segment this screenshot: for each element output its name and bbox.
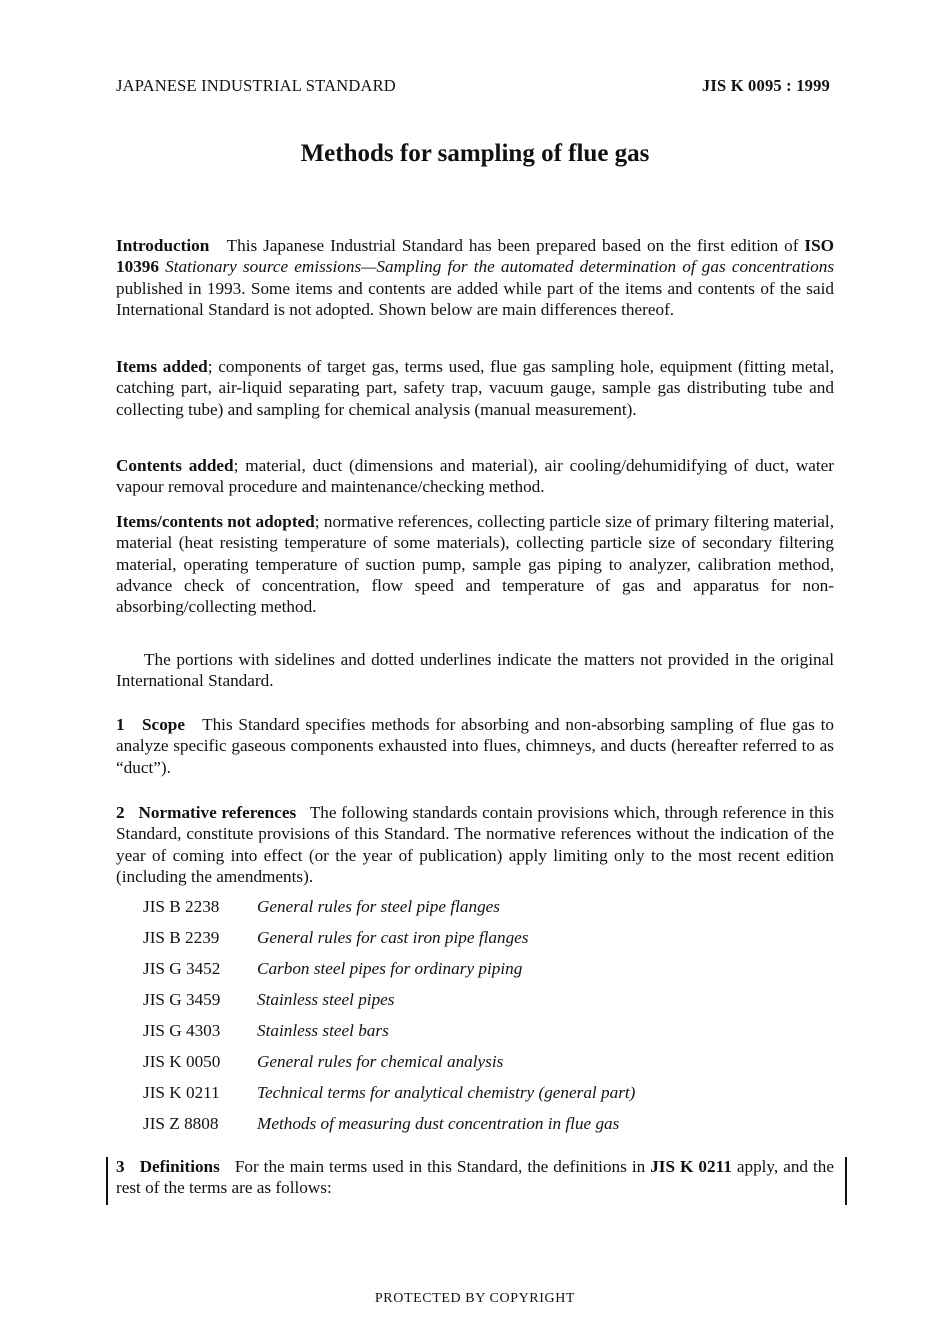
normative-references-number: 2 (116, 803, 125, 822)
definitions-heading: Definitions (139, 1157, 220, 1176)
sideline-left (106, 1157, 108, 1205)
normative-references-text: The following standards contain provisions which, through reference in this Standard, constitute provisions of this Standard. The normative references without the indication of the year of coming into effect (or the year of publication) apply limiting only to the most recent edition (including the amendments). (116, 803, 834, 886)
reference-item (143, 989, 635, 1020)
reference-item (143, 958, 635, 989)
normative-references-heading: Normative references (138, 803, 297, 822)
reference-item (143, 1020, 635, 1051)
reference-item (143, 1051, 635, 1082)
header-standard-number: JIS K 0095 : 1999 (701, 76, 830, 95)
reference-code: JIS B 2238 (143, 897, 220, 916)
reference-title: Methods of measuring dust concentration in flue gas (257, 1114, 620, 1133)
contents-added-text: ; material, duct (dimensions and material), air cooling/dehumidifying of duct, water vapour removal procedure and maintenance/checking method. (116, 456, 834, 497)
reference-title: Stainless steel pipes (257, 990, 395, 1009)
header-standard-label: JAPANESE INDUSTRIAL STANDARD (116, 76, 396, 95)
reference-item (143, 1113, 635, 1144)
reference-item (143, 896, 635, 927)
portions-note-text: The portions with sidelines and dotted underlines indicate the matters not provided in the original International Standard. (116, 650, 834, 691)
reference-title: General rules for chemical analysis (257, 1052, 504, 1071)
iso-reference: ISO 10396 (116, 236, 834, 277)
items-added-text: ; components of target gas, terms used, flue gas sampling hole, equipment (fitting metal, catching part, air-liquid separating part, safety trap, vacuum gauge, sample gas distributing tube and collecting tube) and sampling for chemical analysis (manual measurement). (116, 357, 834, 419)
scope-text: This Standard specifies methods for absorbing and non-absorbing sampling of flue gas to analyze specific gaseous components exhausted into flues, chimneys, and ducts (hereafter referred to as “duct”). (116, 715, 834, 777)
scope-section (116, 714, 834, 778)
reference-code: JIS B 2239 (143, 928, 220, 947)
definitions-text-1: For the main terms used in this Standard, the definitions in (234, 1157, 646, 1176)
reference-code: JIS K 0050 (143, 1052, 221, 1071)
reference-code: JIS K 0211 (143, 1083, 220, 1102)
reference-title: Carbon steel pipes for ordinary piping (257, 959, 523, 978)
items-added-heading: Items added (116, 357, 208, 376)
page-title: Methods for sampling of flue gas (300, 140, 650, 167)
scope-heading: Scope (142, 715, 185, 734)
normative-references-section (116, 802, 834, 887)
items-not-adopted-heading: Items/contents not adopted (116, 512, 315, 531)
reference-title: Stainless steel bars (257, 1021, 389, 1040)
introduction-heading: Introduction (116, 236, 210, 255)
reference-code: JIS G 3452 (143, 959, 221, 978)
copyright-footer: PROTECTED BY COPYRIGHT (374, 1291, 576, 1306)
reference-item (143, 1082, 635, 1113)
iso-title: Stationary source emissions—Sampling for the automated determination of gas concentrations (165, 257, 835, 277)
reference-item (143, 927, 635, 958)
items-not-adopted-text: ; normative references, collecting particle size of primary filtering material, material (heat resisting temperature of some materials), collecting particle size of secondary filtering material, operating temperature of suction pump, sample gas piping to analyzer, calibration method, advance check of concentration, flow speed and temperature of gas and apparatus for non-absorbing/collecting method. (116, 512, 834, 617)
portions-note-paragraph (116, 649, 834, 692)
items-not-adopted-paragraph (116, 511, 834, 617)
definitions-reference: JIS K 0211 (650, 1157, 732, 1176)
items-added-paragraph (116, 356, 834, 420)
reference-title: Technical terms for analytical chemistry (general part) (257, 1083, 636, 1102)
introduction-paragraph (116, 235, 834, 320)
introduction-text-2: published in 1993. Some items and contents are added while part of the items and contents of the said International Standard is not adopted. Shown below are main differences thereof. (116, 278, 834, 319)
scope-number: 1 (116, 715, 125, 734)
contents-added-heading: Contents added (116, 456, 234, 475)
reference-code: JIS G 3459 (143, 990, 221, 1009)
definitions-text-2: apply, and the rest of the terms are as follows: (116, 1157, 835, 1198)
reference-code: JIS Z 8808 (143, 1114, 219, 1133)
reference-title: General rules for steel pipe flanges (257, 897, 500, 916)
contents-added-paragraph (116, 455, 834, 498)
reference-title: General rules for cast iron pipe flanges (257, 928, 529, 947)
reference-code: JIS G 4303 (143, 1021, 221, 1040)
definitions-section (116, 1156, 834, 1199)
sideline-right (845, 1157, 847, 1205)
definitions-number: 3 (116, 1157, 125, 1176)
introduction-text-1: This Japanese Industrial Standard has been prepared based on the first edition of (226, 236, 799, 255)
reference-list (143, 896, 635, 1144)
